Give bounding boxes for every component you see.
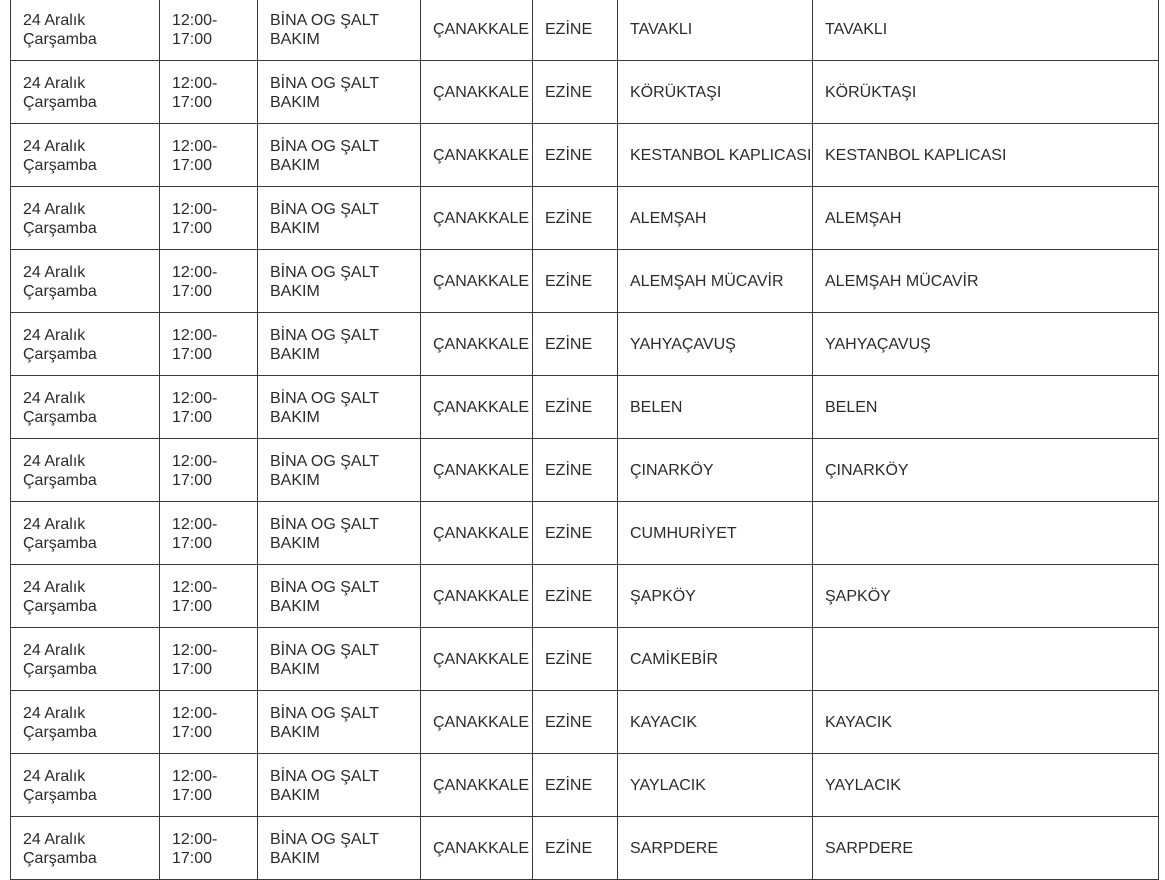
time-end: 17:00 (172, 283, 213, 300)
work-type-cell (258, 0, 421, 61)
time-end: 17:00 (172, 724, 213, 741)
table-row (11, 313, 1159, 376)
work-type-line2: BAKIM (270, 94, 320, 111)
time-end: 17:00 (172, 409, 213, 426)
work-type-cell (258, 439, 421, 502)
work-type-line1: BİNA OG ŞALT (270, 390, 380, 407)
location-cell: ŞAPKÖY (618, 565, 813, 628)
time-start: 12:00- (172, 516, 218, 533)
city-cell: ÇANAKKALE (421, 313, 533, 376)
work-type-cell (258, 187, 421, 250)
date-cell (11, 313, 160, 376)
city-cell: ÇANAKKALE (421, 250, 533, 313)
time-cell (160, 313, 258, 376)
location-cell: CUMHURİYET (618, 502, 813, 565)
time-end: 17:00 (172, 31, 213, 48)
table-row (11, 250, 1159, 313)
time-cell (160, 250, 258, 313)
work-type-cell (258, 754, 421, 817)
time-end: 17:00 (172, 157, 213, 174)
location-detail-cell (813, 502, 1159, 565)
date-cell (11, 0, 160, 61)
location-detail-cell: ÇINARKÖY (813, 439, 1159, 502)
table-row (11, 124, 1159, 187)
district-cell: EZİNE (533, 502, 618, 565)
work-type-line1: BİNA OG ŞALT (270, 453, 380, 470)
time-end: 17:00 (172, 472, 213, 489)
date-cell (11, 754, 160, 817)
time-start: 12:00- (172, 579, 218, 596)
table-row (11, 628, 1159, 691)
district-cell: EZİNE (533, 0, 618, 61)
time-start: 12:00- (172, 327, 218, 344)
time-cell (160, 502, 258, 565)
district-cell: EZİNE (533, 376, 618, 439)
work-type-line1: BİNA OG ŞALT (270, 705, 380, 722)
work-type-line1: BİNA OG ŞALT (270, 201, 380, 218)
table-row (11, 376, 1159, 439)
work-type-line1: BİNA OG ŞALT (270, 831, 380, 848)
location-detail-cell: YAYLACIK (813, 754, 1159, 817)
time-start: 12:00- (172, 642, 218, 659)
time-cell (160, 187, 258, 250)
time-end: 17:00 (172, 535, 213, 552)
time-cell (160, 817, 258, 880)
location-detail-cell: ŞAPKÖY (813, 565, 1159, 628)
work-type-cell (258, 376, 421, 439)
location-cell: ALEMŞAH MÜCAVİR (618, 250, 813, 313)
date-cell (11, 817, 160, 880)
time-end: 17:00 (172, 787, 213, 804)
date-day: 24 Aralık (23, 831, 86, 848)
city-cell: ÇANAKKALE (421, 502, 533, 565)
date-cell (11, 124, 160, 187)
work-type-line1: BİNA OG ŞALT (270, 327, 380, 344)
location-detail-cell: BELEN (813, 376, 1159, 439)
table-row (11, 817, 1159, 880)
date-day: 24 Aralık (23, 264, 86, 281)
date-weekday: Çarşamba (23, 787, 97, 804)
work-type-cell (258, 628, 421, 691)
date-weekday: Çarşamba (23, 157, 97, 174)
district-cell: EZİNE (533, 439, 618, 502)
location-detail-cell: SARPDERE (813, 817, 1159, 880)
date-weekday: Çarşamba (23, 598, 97, 615)
work-type-cell (258, 313, 421, 376)
work-type-line2: BAKIM (270, 409, 320, 426)
time-end: 17:00 (172, 850, 213, 867)
location-detail-cell: TAVAKLI (813, 0, 1159, 61)
work-type-line2: BAKIM (270, 157, 320, 174)
outage-table-container (10, 0, 1158, 880)
work-type-line2: BAKIM (270, 535, 320, 552)
date-cell (11, 628, 160, 691)
work-type-line2: BAKIM (270, 283, 320, 300)
date-day: 24 Aralık (23, 705, 86, 722)
date-cell (11, 691, 160, 754)
date-day: 24 Aralık (23, 453, 86, 470)
district-cell: EZİNE (533, 187, 618, 250)
district-cell: EZİNE (533, 61, 618, 124)
time-cell (160, 124, 258, 187)
table-row (11, 502, 1159, 565)
time-cell (160, 439, 258, 502)
work-type-cell (258, 691, 421, 754)
time-cell (160, 691, 258, 754)
date-cell (11, 187, 160, 250)
table-row (11, 439, 1159, 502)
work-type-cell (258, 817, 421, 880)
location-cell: ALEMŞAH (618, 187, 813, 250)
date-weekday: Çarşamba (23, 94, 97, 111)
date-day: 24 Aralık (23, 138, 86, 155)
location-cell: BELEN (618, 376, 813, 439)
city-cell: ÇANAKKALE (421, 754, 533, 817)
date-cell (11, 61, 160, 124)
work-type-cell (258, 124, 421, 187)
work-type-line1: BİNA OG ŞALT (270, 75, 380, 92)
work-type-line2: BAKIM (270, 472, 320, 489)
time-start: 12:00- (172, 201, 218, 218)
city-cell: ÇANAKKALE (421, 376, 533, 439)
table-row (11, 61, 1159, 124)
district-cell: EZİNE (533, 817, 618, 880)
location-cell: SARPDERE (618, 817, 813, 880)
work-type-line2: BAKIM (270, 787, 320, 804)
date-weekday: Çarşamba (23, 850, 97, 867)
work-type-line1: BİNA OG ŞALT (270, 516, 380, 533)
time-start: 12:00- (172, 264, 218, 281)
city-cell: ÇANAKKALE (421, 439, 533, 502)
location-cell: KAYACIK (618, 691, 813, 754)
table-row (11, 754, 1159, 817)
location-cell: YAHYAÇAVUŞ (618, 313, 813, 376)
district-cell: EZİNE (533, 313, 618, 376)
table-row (11, 187, 1159, 250)
location-detail-cell: ALEMŞAH MÜCAVİR (813, 250, 1159, 313)
district-cell: EZİNE (533, 628, 618, 691)
time-start: 12:00- (172, 453, 218, 470)
city-cell: ÇANAKKALE (421, 565, 533, 628)
district-cell: EZİNE (533, 124, 618, 187)
work-type-line2: BAKIM (270, 661, 320, 678)
date-day: 24 Aralık (23, 768, 86, 785)
time-end: 17:00 (172, 346, 213, 363)
city-cell: ÇANAKKALE (421, 0, 533, 61)
date-weekday: Çarşamba (23, 724, 97, 741)
date-day: 24 Aralık (23, 327, 86, 344)
location-detail-cell: KAYACIK (813, 691, 1159, 754)
work-type-line1: BİNA OG ŞALT (270, 768, 380, 785)
work-type-cell (258, 502, 421, 565)
time-end: 17:00 (172, 661, 213, 678)
time-start: 12:00- (172, 75, 218, 92)
time-start: 12:00- (172, 831, 218, 848)
time-cell (160, 628, 258, 691)
location-cell: CAMİKEBİR (618, 628, 813, 691)
date-weekday: Çarşamba (23, 472, 97, 489)
location-cell: TAVAKLI (618, 0, 813, 61)
time-end: 17:00 (172, 94, 213, 111)
work-type-line1: BİNA OG ŞALT (270, 642, 380, 659)
time-cell (160, 565, 258, 628)
time-start: 12:00- (172, 138, 218, 155)
time-start: 12:00- (172, 390, 218, 407)
district-cell: EZİNE (533, 250, 618, 313)
city-cell: ÇANAKKALE (421, 124, 533, 187)
table-row (11, 691, 1159, 754)
date-day: 24 Aralık (23, 75, 86, 92)
date-weekday: Çarşamba (23, 346, 97, 363)
time-start: 12:00- (172, 12, 218, 29)
time-cell (160, 376, 258, 439)
district-cell: EZİNE (533, 691, 618, 754)
location-cell: YAYLACIK (618, 754, 813, 817)
work-type-line2: BAKIM (270, 220, 320, 237)
time-end: 17:00 (172, 598, 213, 615)
date-weekday: Çarşamba (23, 535, 97, 552)
time-start: 12:00- (172, 705, 218, 722)
location-cell: KESTANBOL KAPLICASI (618, 124, 813, 187)
time-start: 12:00- (172, 768, 218, 785)
city-cell: ÇANAKKALE (421, 628, 533, 691)
location-detail-cell: KESTANBOL KAPLICASI (813, 124, 1159, 187)
date-day: 24 Aralık (23, 12, 86, 29)
location-detail-cell (813, 628, 1159, 691)
work-type-line2: BAKIM (270, 31, 320, 48)
time-cell (160, 754, 258, 817)
date-weekday: Çarşamba (23, 409, 97, 426)
work-type-line2: BAKIM (270, 346, 320, 363)
date-cell (11, 250, 160, 313)
work-type-cell (258, 61, 421, 124)
city-cell: ÇANAKKALE (421, 187, 533, 250)
date-day: 24 Aralık (23, 201, 86, 218)
date-cell (11, 376, 160, 439)
date-cell (11, 565, 160, 628)
date-day: 24 Aralık (23, 642, 86, 659)
table-row (11, 0, 1159, 61)
date-day: 24 Aralık (23, 390, 86, 407)
work-type-line1: BİNA OG ŞALT (270, 579, 380, 596)
work-type-line2: BAKIM (270, 850, 320, 867)
work-type-line1: BİNA OG ŞALT (270, 264, 380, 281)
date-day: 24 Aralık (23, 579, 86, 596)
time-cell (160, 0, 258, 61)
location-cell: ÇINARKÖY (618, 439, 813, 502)
date-cell (11, 502, 160, 565)
city-cell: ÇANAKKALE (421, 61, 533, 124)
time-cell (160, 61, 258, 124)
location-cell: KÖRÜKTAŞI (618, 61, 813, 124)
district-cell: EZİNE (533, 565, 618, 628)
table-row (11, 565, 1159, 628)
work-type-line1: BİNA OG ŞALT (270, 12, 380, 29)
time-end: 17:00 (172, 220, 213, 237)
work-type-line2: BAKIM (270, 724, 320, 741)
work-type-line1: BİNA OG ŞALT (270, 138, 380, 155)
work-type-line2: BAKIM (270, 598, 320, 615)
work-type-cell (258, 250, 421, 313)
date-cell (11, 439, 160, 502)
location-detail-cell: ALEMŞAH (813, 187, 1159, 250)
location-detail-cell: YAHYAÇAVUŞ (813, 313, 1159, 376)
district-cell: EZİNE (533, 754, 618, 817)
date-weekday: Çarşamba (23, 283, 97, 300)
date-weekday: Çarşamba (23, 661, 97, 678)
date-day: 24 Aralık (23, 516, 86, 533)
outage-table-body (11, 0, 1159, 880)
date-weekday: Çarşamba (23, 220, 97, 237)
work-type-cell (258, 565, 421, 628)
location-detail-cell: KÖRÜKTAŞI (813, 61, 1159, 124)
outage-table (10, 0, 1159, 880)
date-weekday: Çarşamba (23, 31, 97, 48)
city-cell: ÇANAKKALE (421, 817, 533, 880)
city-cell: ÇANAKKALE (421, 691, 533, 754)
